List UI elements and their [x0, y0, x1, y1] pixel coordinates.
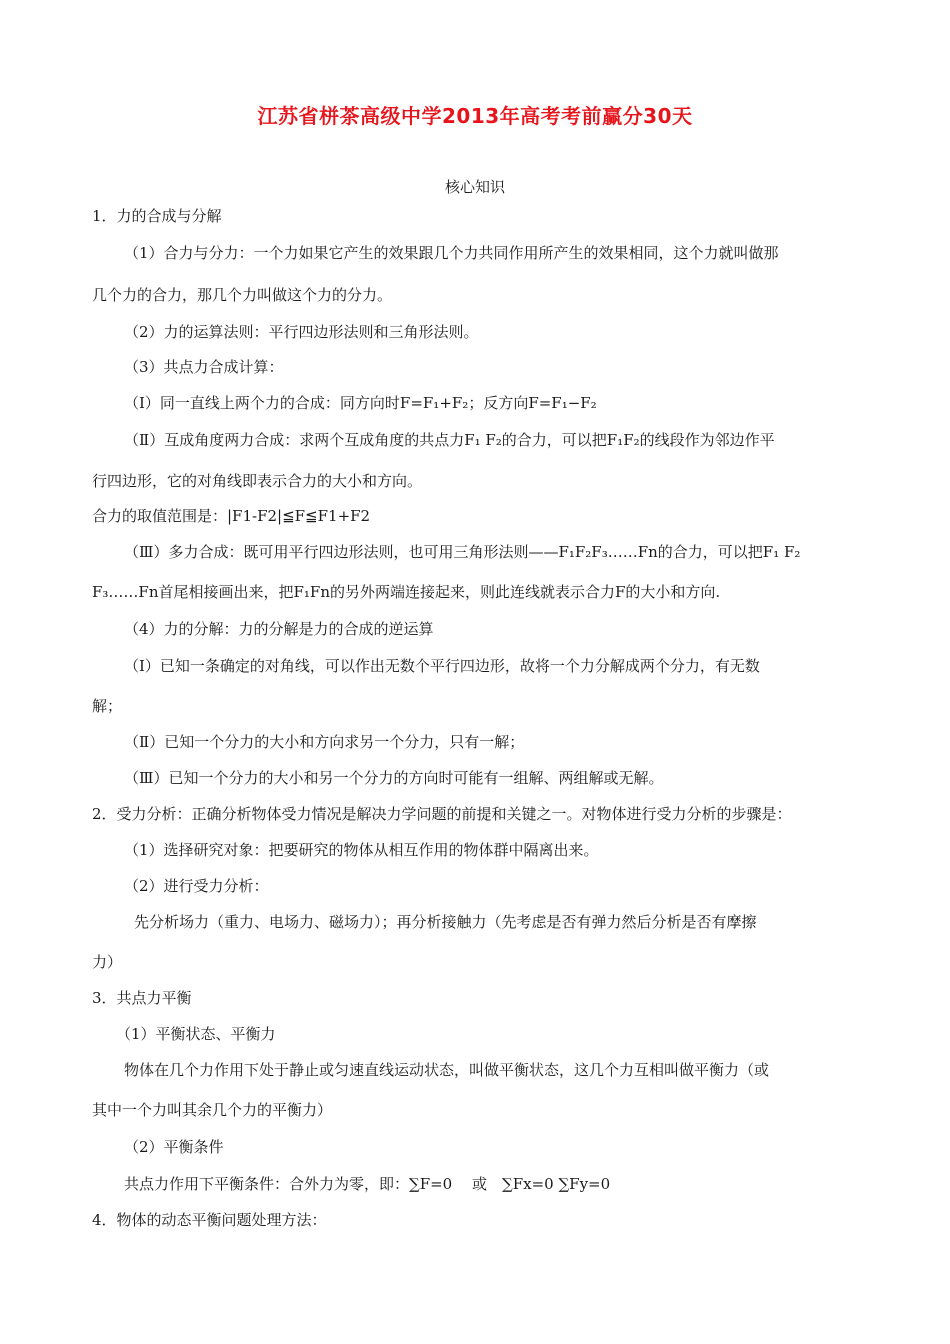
paragraph-line: F₃……Fn首尾相接画出来，把F₁Fn的另外两端连接起来，则此连线就表示合力F的大小和方向. — [92, 583, 721, 601]
paragraph-line: （2）进行受力分析： — [124, 877, 269, 895]
paragraph-line: （4）力的分解：力的分解是力的合成的逆运算 — [124, 620, 434, 638]
paragraph-line: （2）力的运算法则：平行四边形法则和三角形法则。 — [124, 323, 479, 341]
paragraph-line: （1）平衡状态、平衡力 — [116, 1025, 276, 1043]
paragraph-line: （1）合力与分力：一个力如果它产生的效果跟几个力共同作用所产生的效果相同，这个力就叫做那 — [124, 244, 779, 262]
paragraph-line: 物体在几个力作用下处于静止或匀速直线运动状态，叫做平衡状态，这几个力互相叫做平衡力（或 — [124, 1061, 770, 1079]
section-heading: 4．物体的动态平衡问题处理方法： — [92, 1211, 327, 1229]
paragraph-line: （2）平衡条件 — [124, 1138, 224, 1156]
paragraph-line: （Ⅲ）多力合成：既可用平行四边形法则，也可用三角形法则——F₁F₂F₃……Fn的合力，可以把F₁ F₂ — [124, 543, 801, 561]
paragraph-line: 力） — [92, 953, 123, 971]
document-title: 江苏省栟茶高级中学2013年高考考前赢分30天 — [257, 104, 693, 128]
paragraph-line: （1）选择研究对象：把要研究的物体从相互作用的物体群中隔离出来。 — [124, 841, 599, 859]
paragraph-line: （Ⅱ）互成角度两力合成：求两个互成角度的共点力F₁ F₂的合力，可以把F₁F₂的线段作为邻边作平 — [124, 431, 775, 449]
section-heading: 2．受力分析：正确分析物体受力情况是解决力学问题的前提和关键之一。对物体进行受力分析的步骤是： — [92, 805, 792, 823]
section-heading: 1．力的合成与分解 — [92, 207, 222, 225]
paragraph-line: 先分析场力（重力、电场力、磁场力）；再分析接触力（先考虑是否有弹力然后分析是否有摩擦 — [134, 913, 757, 931]
document-subtitle: 核心知识 — [444, 178, 505, 196]
paragraph-line: （Ⅰ）同一直线上两个力的合成：同方向时F=F₁+F₂；反方向F=F₁−F₂ — [124, 394, 597, 412]
paragraph-line: 几个力的合力，那几个力叫做这个力的分力。 — [92, 286, 393, 304]
paragraph-line: 解； — [92, 697, 123, 715]
paragraph-line: （Ⅱ）已知一个分力的大小和方向求另一个分力，只有一解； — [124, 733, 525, 751]
paragraph-line: （3）共点力合成计算： — [124, 358, 284, 376]
paragraph-line: 行四边形，它的对角线即表示合力的大小和方向。 — [92, 472, 423, 490]
section-heading: 3．共点力平衡 — [92, 989, 192, 1007]
paragraph-line: （Ⅰ）已知一条确定的对角线，可以作出无数个平行四边形，故将一个力分解成两个分力，有无数 — [124, 657, 760, 675]
formula-line: 共点力作用下平衡条件：合外力为零，即：∑F=0 或 ∑Fx=0 ∑Fy=0 — [124, 1175, 611, 1193]
paragraph-line: （Ⅲ）已知一个分力的大小和另一个分力的方向时可能有一组解、两组解或无解。 — [124, 769, 664, 787]
formula-line: 合力的取值范围是：|F1-F2|≦F≦F1+F2 — [92, 507, 371, 525]
paragraph-line: 其中一个力叫其余几个力的平衡力） — [92, 1101, 333, 1119]
